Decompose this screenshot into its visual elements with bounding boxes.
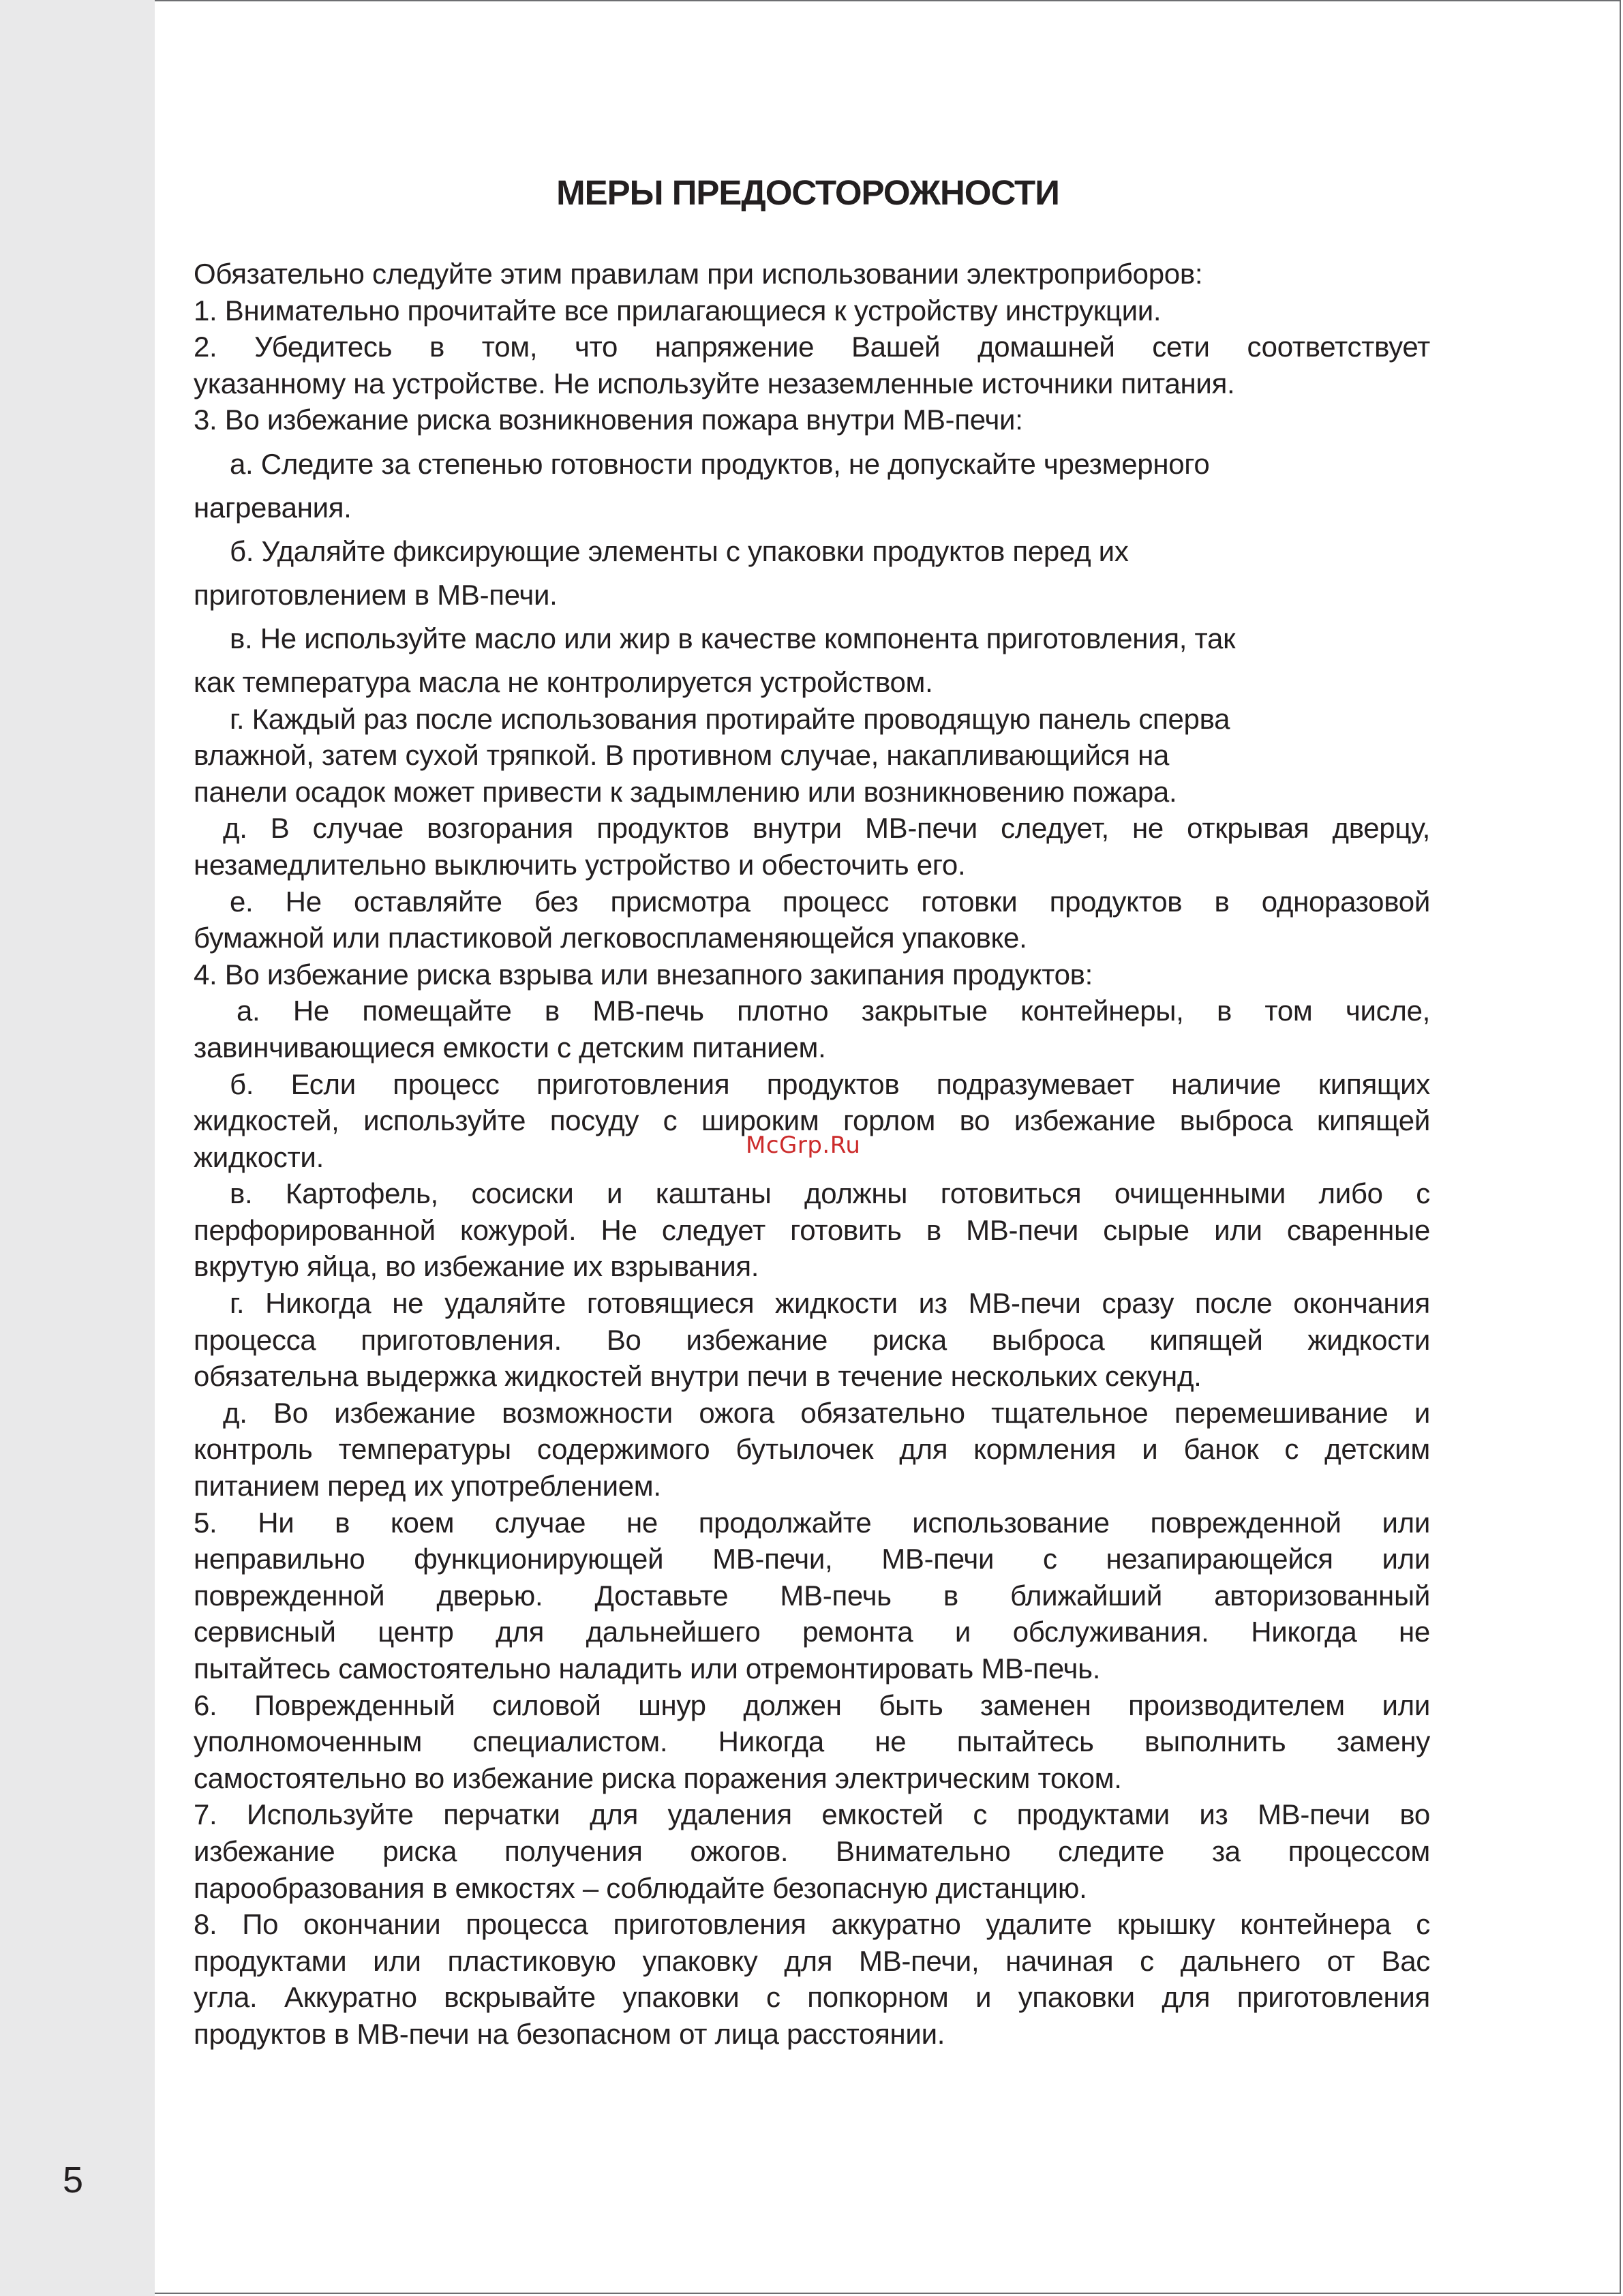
- text-line: в. Не используйте масло или жир в качестве компонента приготовления, так: [230, 622, 1236, 654]
- text-line: избежание риска получения ожогов. Внимательно следите за процессом: [194, 1834, 1430, 1867]
- text-line: 5. Ни в коем случае не продолжайте использование поврежденной или: [194, 1506, 1430, 1539]
- text-line: б. Если процесс приготовления продуктов подразумевает наличие кипящих: [230, 1068, 1430, 1100]
- text-line: 7. Используйте перчатки для удаления емкостей с продуктами из МВ-печи во: [194, 1798, 1430, 1831]
- page-number: 5: [63, 2160, 84, 2201]
- text-line: продуктами или пластиковую упаковку для МВ-печи, начиная с дальнего от Вас: [194, 1944, 1430, 1977]
- text-line: Обязательно следуйте этим правилам при использовании электроприборов:: [194, 258, 1203, 290]
- text-line: 8. По окончании процесса приготовления аккуратно удалите крышку контейнера с: [194, 1908, 1430, 1941]
- text-line: 4. Во избежание риска взрыва или внезапного закипания продуктов:: [194, 958, 1093, 991]
- text-line: д. В случае возгорания продуктов внутри МВ-печи следует, не открывая дверцу,: [223, 812, 1430, 845]
- text-line: питанием перед их употреблением.: [194, 1470, 661, 1502]
- text-line: г. Никогда не удаляйте готовящиеся жидкости из МВ-печи сразу после окончания: [230, 1287, 1430, 1320]
- text-line: е. Не оставляйте без присмотра процесс готовки продуктов в одноразовой: [230, 885, 1430, 918]
- text-line: жидкостей, используйте посуду с широким горлом во избежание выброса кипящей: [194, 1104, 1430, 1137]
- left-margin-strip: [0, 0, 155, 2296]
- page-title: МЕРЫ ПРЕДОСТОРОЖНОСТИ: [556, 173, 1059, 212]
- text-line: контроль температуры содержимого бутылочек для кормления и банок с детским: [194, 1433, 1430, 1466]
- text-line: влажной, затем сухой тряпкой. В противном случае, накапливающийся на: [194, 739, 1170, 772]
- text-line: неправильно функционирующей МВ-печи, МВ-печи с незапирающейся или: [194, 1543, 1430, 1575]
- text-line: 1. Внимательно прочитайте все прилагающиеся к устройству инструкции.: [194, 294, 1162, 327]
- text-line: жидкости.: [194, 1141, 324, 1173]
- text-line: указанному на устройстве. Не используйте незаземленные источники питания.: [194, 367, 1235, 399]
- text-line: сервисный центр для дальнейшего ремонта и обслуживания. Никогда не: [194, 1616, 1430, 1648]
- text-line: парообразования в емкостях – соблюдайте безопасную дистанцию.: [194, 1871, 1087, 1904]
- text-line: пытайтесь самостоятельно наладить или отремонтировать МВ-печь.: [194, 1652, 1101, 1685]
- text-line: д. Во избежание возможности ожога обязательно тщательное перемешивание и: [223, 1396, 1430, 1429]
- text-line: а. Не помещайте в МВ-печь плотно закрытые контейнеры, в том числе,: [237, 995, 1430, 1027]
- text-line: г. Каждый раз после использования протирайте проводящую панель сперва: [230, 702, 1230, 735]
- text-line: угла. Аккуратно вскрывайте упаковки с попкорном и упаковки для приготовления: [194, 1981, 1430, 2014]
- text-line: процесса приготовления. Во избежание риска выброса кипящей жидкости: [194, 1323, 1430, 1356]
- text-line: перфорированной кожурой. Не следует готовить в МВ-печи сырые или сваренные: [194, 1213, 1430, 1246]
- text-line: уполномоченным специалистом. Никогда не пытайтесь выполнить замену: [194, 1725, 1430, 1758]
- text-line: а. Следите за степенью готовности продуктов, не допускайте чрезмерного: [230, 447, 1210, 480]
- text-line: бумажной или пластиковой легковоспламеняющейся упаковке.: [194, 922, 1027, 954]
- text-line: завинчивающиеся емкости с детским питанием.: [194, 1031, 826, 1063]
- text-line: 6. Поврежденный силовой шнур должен быть заменен производителем или: [194, 1689, 1430, 1721]
- text-line: 3. Во избежание риска возникновения пожара внутри МВ-печи:: [194, 404, 1023, 436]
- text-line: обязательна выдержка жидкостей внутри печи в течение нескольких секунд.: [194, 1360, 1202, 1393]
- text-line: самостоятельно во избежание риска поражения электрическим током.: [194, 1762, 1122, 1794]
- text-line: в. Картофель, сосиски и каштаны должны готовиться очищенными либо с: [230, 1177, 1430, 1210]
- text-line: приготовлением в МВ-печи.: [194, 578, 558, 611]
- text-line: 2. Убедитесь в том, что напряжение Вашей домашней сети соответствует: [194, 331, 1430, 363]
- text-line: нагревания.: [194, 491, 352, 524]
- text-line: незамедлительно выключить устройство и обесточить его.: [194, 848, 966, 881]
- text-line: б. Удаляйте фиксирующие элементы с упаковки продуктов перед их: [230, 534, 1129, 567]
- text-line: продуктов в МВ-печи на безопасном от лица расстоянии.: [194, 2017, 945, 2050]
- watermark-link[interactable]: McGrp.Ru: [746, 1132, 861, 1159]
- text-line: вкрутую яйца, во избежание их взрывания.: [194, 1250, 759, 1283]
- text-line: поврежденной дверью. Доставьте МВ-печь в ближайший авторизованный: [194, 1579, 1430, 1612]
- text-line: как температура масла не контролируется устройством.: [194, 665, 933, 698]
- text-line: панели осадок может привести к задымлению или возникновению пожара.: [194, 775, 1177, 808]
